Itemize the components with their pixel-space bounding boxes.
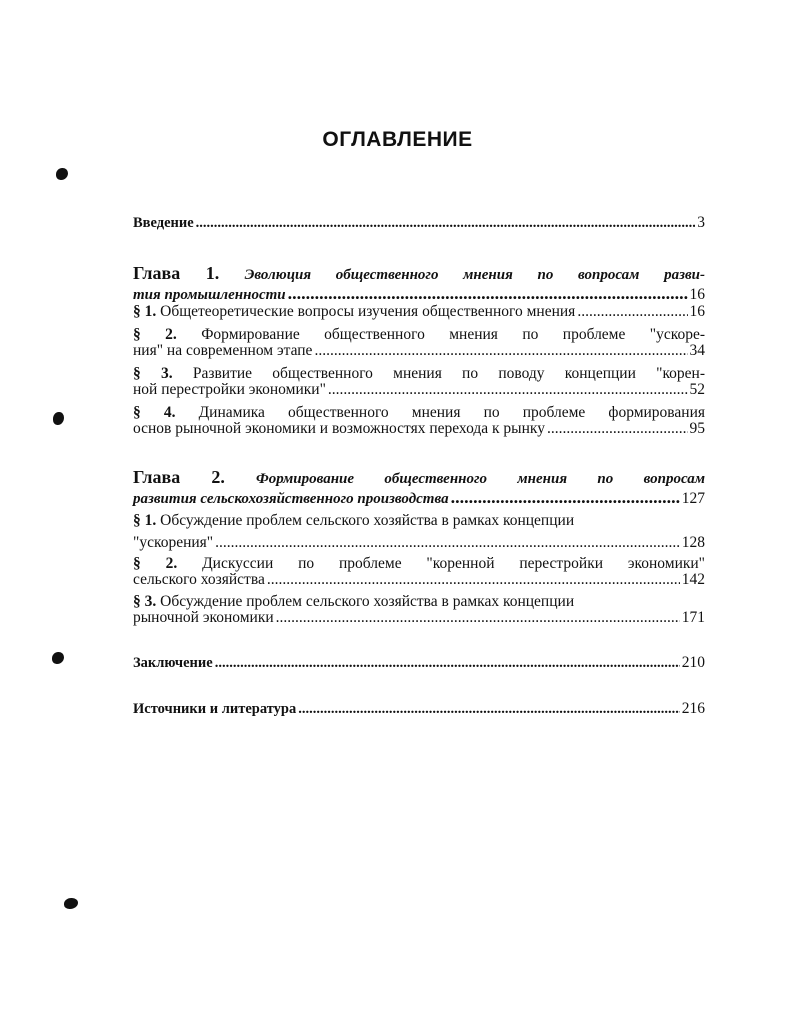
toc-entry-chapter-2[interactable] — [133, 468, 705, 507]
leader-dots — [288, 285, 688, 301]
leader-dots — [328, 382, 688, 398]
page-number: 3 — [697, 214, 705, 231]
leader-dots — [451, 489, 680, 505]
toc-entry-section-2-2[interactable] — [133, 556, 705, 588]
section-title-line1: Развитие общественного мнения по поводу концепции "корен- — [192, 365, 706, 382]
toc-entry-sources[interactable] — [133, 701, 705, 717]
section-title-line2: основ рыночной экономики и возможностях перехода к рынку — [133, 420, 545, 437]
section-number: § 3. — [133, 365, 173, 382]
chapter-prefix: Глава 1. — [133, 263, 220, 283]
page-number: 210 — [681, 654, 705, 671]
section-title: Общетеоретические вопросы изучения общественного мнения — [160, 303, 576, 320]
section-number: § 3. — [133, 593, 157, 610]
section-title-line2: ния" на современном этапе — [133, 342, 313, 359]
section-number: § 2. — [133, 326, 177, 343]
section-number: § 1. — [133, 303, 157, 320]
chapter-prefix: Глава 2. — [133, 467, 225, 487]
toc-entry-section-1-1[interactable] — [133, 304, 705, 320]
leader-dots — [577, 304, 687, 320]
toc-entry-introduction[interactable] — [133, 215, 705, 231]
page-number: 16 — [689, 303, 705, 320]
section-title-line1: Дискуссии по проблеме "коренной перестройки экономики" — [202, 555, 706, 572]
page-number: 34 — [689, 342, 705, 359]
section-title-line1: Динамика общественного мнения по проблеме формирования — [198, 404, 706, 421]
section-title-line2: рыночной экономики — [133, 609, 274, 626]
entry-label: Введение — [133, 215, 194, 231]
page-number: 95 — [689, 420, 705, 437]
page-number: 128 — [681, 534, 705, 551]
toc-entry-section-2-1[interactable] — [133, 510, 705, 554]
leader-dots — [196, 215, 696, 231]
section-title-line1: Обсуждение проблем сельского хозяйства в рамках концепции — [160, 593, 575, 610]
entry-label: Заключение — [133, 655, 213, 671]
section-number: § 4. — [133, 404, 176, 421]
page-number: 16 — [689, 286, 705, 303]
toc-entry-section-1-3[interactable] — [133, 366, 705, 398]
leader-dots — [314, 343, 687, 359]
toc-entry-section-1-2[interactable] — [133, 327, 705, 359]
section-number: § 2. — [133, 555, 178, 572]
chapter-title-line2: развития сельскохозяйственного производства — [133, 491, 449, 507]
page-number: 52 — [689, 381, 705, 398]
page-number: 142 — [681, 571, 705, 588]
page-number: 216 — [681, 700, 705, 717]
page-number: 171 — [681, 609, 705, 626]
scan-mark — [52, 652, 64, 664]
section-title-line1: Обсуждение проблем сельского хозяйства в рамках концепции — [160, 512, 575, 529]
page-title: ОГЛАВЛЕНИЕ — [322, 128, 473, 151]
page-number: 127 — [681, 490, 705, 507]
section-title-line1: Формирование общественного мнения по проблеме "ускоре- — [201, 326, 706, 343]
section-title-line2: "ускорения" — [133, 534, 214, 551]
leader-dots — [547, 421, 688, 437]
chapter-title-line2: тия промышленности — [133, 287, 286, 303]
leader-dots — [267, 572, 680, 588]
section-title-line2: ной перестройки экономики" — [133, 381, 326, 398]
toc-entry-section-2-3[interactable] — [133, 594, 705, 626]
scan-mark — [53, 412, 64, 425]
section-number: § 1. — [133, 512, 157, 529]
leader-dots — [215, 655, 680, 671]
entry-label: Источники и литература — [133, 701, 297, 717]
section-title-line2: сельского хозяйства — [133, 571, 265, 588]
scan-mark — [64, 898, 78, 909]
chapter-title-line1: Формирование общественного мнения по вопросам — [255, 471, 706, 487]
toc-entry-conclusion[interactable] — [133, 655, 705, 671]
chapter-title-line1: Эволюция общественного мнения по вопросам разви- — [244, 267, 706, 283]
toc-entry-chapter-1[interactable] — [133, 264, 705, 303]
scan-mark — [56, 168, 68, 180]
leader-dots — [298, 701, 680, 717]
leader-dots — [215, 532, 680, 554]
leader-dots — [276, 610, 680, 626]
toc-entry-section-1-4[interactable] — [133, 405, 705, 437]
